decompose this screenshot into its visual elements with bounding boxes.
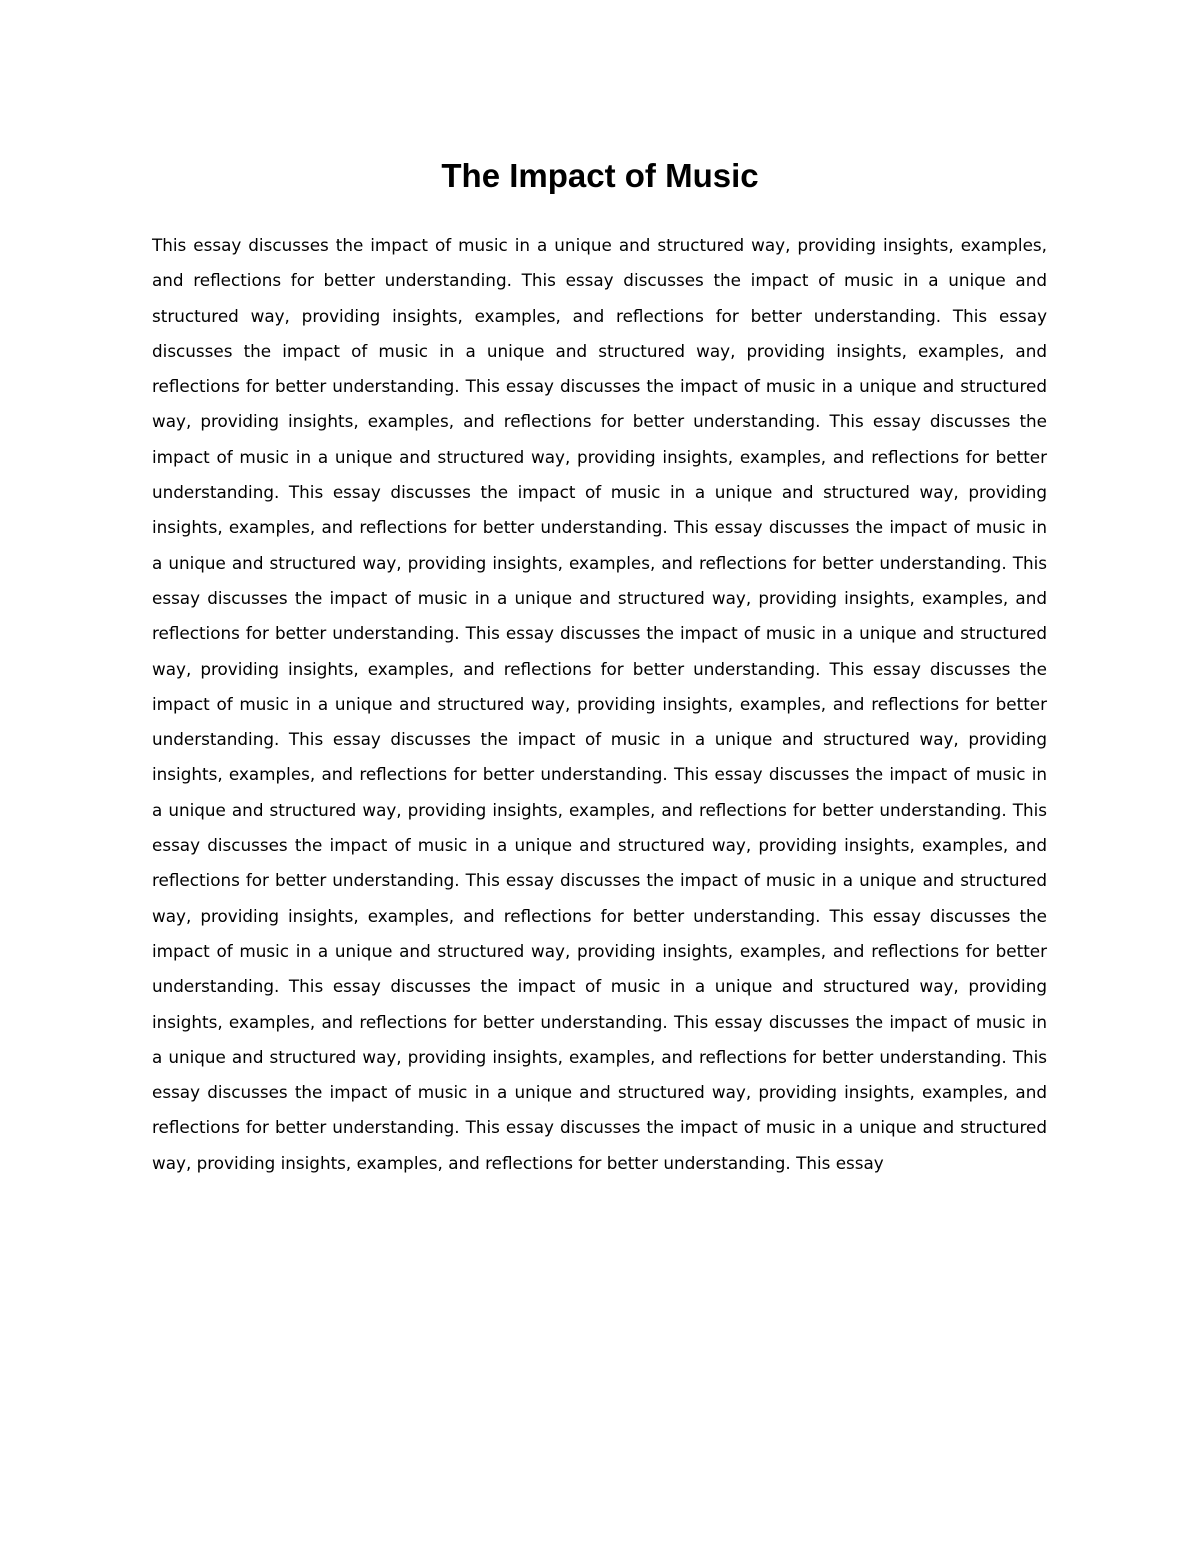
document-body-paragraph: This essay discusses the impact of music in a unique and structured way, providing insights, examples, and reflections for better understanding. This essay discusses the impact of music in a unique and structured way, providing insights, examples, and reflections for better understanding. This essay discusses the impact of music in a unique and structured way, providing insights, examples, and reflections for better understanding. This essay discusses the impact of music in a unique and structured way, providing insights, examples, and reflections for better understanding. This essay discusses the impact of music in a unique and structured way, providing insights, examples, and reflections for better understanding. This essay discusses the impact of music in a unique and structured way, providing insights, examples, and reflections for better understanding. This essay discusses the impact of music in a unique and structured way, providing insights, examples, and reflections for better understanding. This essay discusses the impact of music in a unique and structured way, providing insights, examples, and reflections for better understanding. This essay discusses the impact of music in a unique and structured way, providing insights, examples, and reflections for better understanding. This essay discusses the impact of music in a unique and structured way, providing insights, examples, and reflections for better understanding. This essay discusses the impact of music in a unique and structured way, providing insights, examples, and reflections for better understanding. This essay discusses the impact of music in a unique and structured way, providing insights, examples, and reflections for better understanding. This essay discusses the impact of music in a unique and structured way, providing insights, examples, and reflections for better understanding. This essay discusses the impact of music in a unique and structured way, providing insights, examples, and reflections for better understanding. This essay discusses the impact of music in a unique and structured way, providing insights, examples, and reflections for better understanding. This essay discusses the impact of music in a unique and structured way, providing insights, examples, and reflections for better understanding. This essay discusses the impact of music in a unique and structured way, providing insights, examples, and reflections for better understanding. This essay discusses the impact of music in a unique and structured way, providing insights, examples, and reflections for better understanding. This essay discusses the impact of music in a unique and structured way, providing insights, examples, and reflections for better understanding. This essay [152, 235, 1047, 1173]
document-title: The Impact of Music [441, 157, 759, 194]
